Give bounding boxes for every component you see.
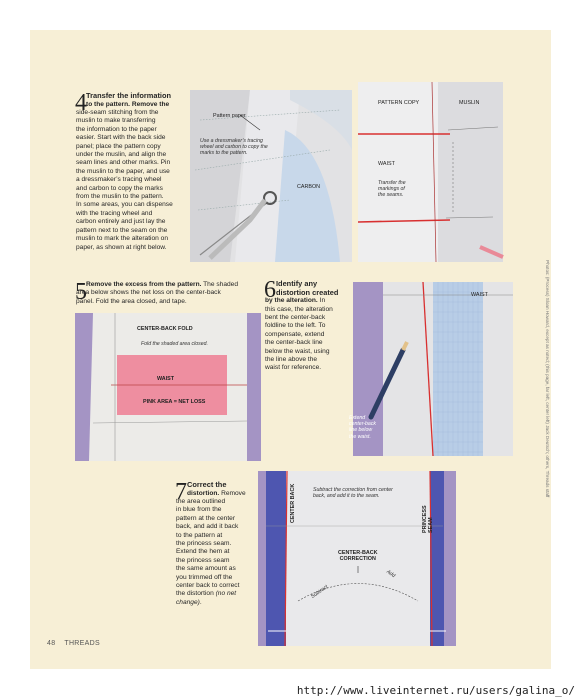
extend-note: Extend center-back line below the waist. <box>349 415 377 440</box>
photo-correction <box>258 471 456 646</box>
step-5-number: 5 <box>75 279 87 305</box>
step-6-number: 6 <box>264 277 276 303</box>
s4-line-8: a dressmaker’s tracing wheel <box>76 176 162 184</box>
s6-line-4: compensate, extend <box>265 330 325 338</box>
s4-line-14: pattern next to the seam on the <box>76 226 168 234</box>
step-5-line-0: The shaded <box>203 281 238 288</box>
s4-line-5: under the muslin, and align the <box>76 151 167 159</box>
s7-line-9: the same amount as <box>176 565 236 573</box>
pattern-paper-label: Pattern paper <box>213 113 246 119</box>
pattern-copy-label: PATTERN COPY <box>378 100 420 106</box>
pink-area-label: PINK AREA = NET LOSS <box>143 399 206 405</box>
s4-line-16: paper, as shown at right below. <box>76 243 167 251</box>
photo-tracing-wheel <box>190 90 352 262</box>
step-7-line-0: Remove <box>221 489 246 497</box>
s7-line-1: the area outlined <box>176 498 226 505</box>
transfer-note: Transfer the markings of the seams. <box>378 180 406 199</box>
s7-line-4: back, and add it back <box>176 523 239 531</box>
carbon-label: CARBON <box>297 184 321 190</box>
subtract-label: Subtract <box>309 584 330 601</box>
s6-line-6: below the waist, using <box>265 347 330 355</box>
step-7-italic-2: change) <box>176 598 200 606</box>
step-4-heading-2: to the pattern. <box>86 100 130 108</box>
waist-label-4: WAIST <box>471 292 488 298</box>
center-back-label: CENTER BACK <box>290 483 296 523</box>
s4-line-1: muslin to make transferring <box>76 117 156 125</box>
step-5-line-1: area below shows the net loss on the center-back <box>76 289 221 297</box>
step-5-line-2: panel. Fold the area closed, and tape. <box>76 297 187 305</box>
muslin-label: MUSLIN <box>459 100 480 106</box>
step-4-text <box>76 92 191 252</box>
s7-line-5: to the pattern at <box>176 531 223 539</box>
step-7-line-12: the distortion <box>176 590 214 598</box>
s7-line-8: the princess seam <box>176 556 230 564</box>
tracing-note: Use a dressmaker’s tracing wheel and carbon to copy the marks to the pattern. <box>200 138 268 157</box>
step-7-heading-2: distortion. <box>187 489 220 497</box>
waist-label-3: WAIST <box>157 376 175 382</box>
s4-line-6: seam lines and other marks. Pin <box>76 159 171 167</box>
center-back-fold-label: CENTER-BACK FOLD <box>137 326 193 332</box>
watermark-url[interactable]: http://www.liveinternet.ru/users/galina_o/ <box>296 684 575 697</box>
s4-line-10: from the muslin to the pattern. <box>76 193 164 201</box>
step-7-body <box>176 498 258 590</box>
s4-line-2: the information to the paper <box>76 125 157 133</box>
photo-center-back-line <box>349 282 513 456</box>
step-6-text <box>264 277 360 373</box>
s7-line-2: in blue from the <box>176 506 222 514</box>
photo-credit-text: Photos: (Process) Sloan Howard, except as noted; (this page, far left, center left) Jack Deutsch; others, Threads staff <box>545 260 550 498</box>
page-footer <box>47 640 100 647</box>
photo-pattern-copy <box>358 82 503 262</box>
s6-line-2: bent the center-back <box>265 314 326 321</box>
step-4-heading-tail: Remove the <box>131 100 170 108</box>
s4-line-11: In some areas, you can dispense <box>76 201 173 209</box>
fold-note: Fold the shaded area closed. <box>141 341 208 347</box>
step-5-text <box>76 281 261 306</box>
s4-line-4: panel; place the pattern copy <box>76 142 161 150</box>
page-number: 48 <box>47 640 56 647</box>
s4-line-3: easier. Start with the back side <box>76 134 166 142</box>
subtract-note: Subtract the correction from center back, and add it to the seam. <box>313 487 393 500</box>
waist-label-2: WAIST <box>378 161 395 167</box>
s6-line-5: the center-back line <box>265 339 323 347</box>
step-6-heading-2: distortion created <box>276 287 339 297</box>
step-5-heading: Remove the excess from the pattern. <box>86 281 202 288</box>
step-4-number: 4 <box>75 90 87 116</box>
correction-label: CENTER-BACK CORRECTION <box>338 550 378 563</box>
add-label: Add <box>385 568 397 580</box>
s4-line-9: and carbon to copy the marks <box>76 184 163 192</box>
s6-line-1: this case, the alteration <box>265 305 333 313</box>
s4-line-15: muslin to mark the alteration on <box>76 235 168 243</box>
step-7-italic: (no net <box>215 590 237 598</box>
s7-line-7: Extend the hem at <box>176 548 230 556</box>
s6-line-7: the line above the <box>265 356 318 364</box>
step-7-number: 7 <box>175 479 187 505</box>
step-7-text <box>176 481 258 607</box>
s4-line-7: the muslin to the paper, and use <box>76 167 170 175</box>
step-4-body <box>76 109 191 252</box>
s7-line-3: pattern at the center <box>176 514 236 522</box>
step-6-heading-3: by the alteration. <box>265 297 318 305</box>
step-6-heading-1: Identify any <box>276 279 318 288</box>
step-6-body <box>265 306 360 373</box>
s4-line-12: with the tracing wheel and <box>76 209 153 217</box>
princess-seam-label: PRINCESS SEAM <box>422 505 435 533</box>
photo-credit <box>542 260 552 640</box>
photo-pink-area <box>75 313 261 461</box>
magazine-name: THREADS <box>64 640 100 647</box>
s7-line-11: center back to correct <box>176 582 240 590</box>
s7-line-10: you trimmed off the <box>176 573 233 581</box>
s4-line-0: side-seam stitching from the <box>76 109 159 116</box>
step-7-tail-end: . <box>199 598 202 606</box>
step-6-line-0: In <box>319 297 326 305</box>
step-4-heading-1: Transfer the information <box>86 91 172 100</box>
step-7-heading-1: Correct the <box>187 480 227 489</box>
s7-line-6: the princess seam. <box>176 540 232 548</box>
s4-line-13: carbon entirely and just lay the <box>76 218 166 226</box>
s6-line-3: foldline to the left. To <box>265 322 326 330</box>
s6-line-8: waist for reference. <box>265 364 322 372</box>
